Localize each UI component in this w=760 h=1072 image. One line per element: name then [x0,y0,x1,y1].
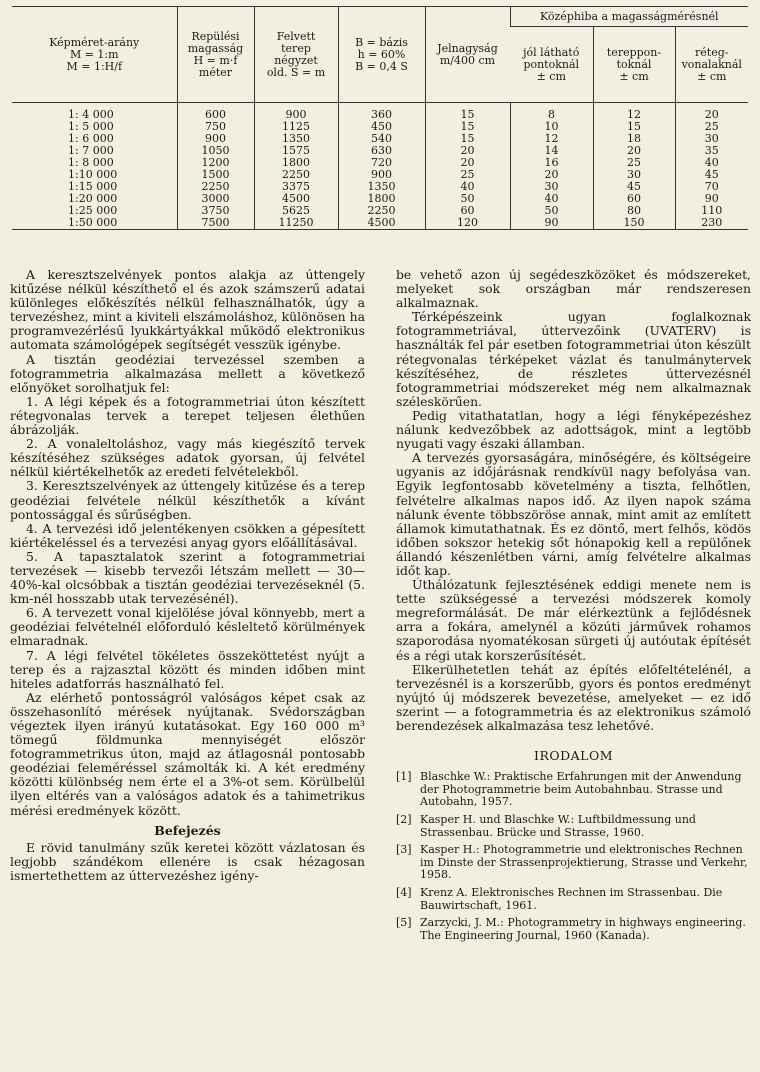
table-cell: 20 [593,145,675,157]
table-cell: 3000 [177,193,254,205]
reference-number: [2] [396,812,412,826]
table-cell: 90 [675,193,748,205]
table-cell: 3375 [254,181,338,193]
table-cell: 1575 [254,145,338,157]
paragraph: A keresztszelvények pontos alakja az úttengely kitűzése nélkül készíthető el és azok számszerű adatai különleges előkészítés nélkül felhasználhatók, úgy a tervezéshez, mint a kiviteli elszámoláshoz, különösen ha programvezérlésű lyukkártyákkal működő elektronikus automata számológépek segítségét vesszük igénybe. [10,267,365,353]
table-cell: 1200 [177,157,254,169]
reference-text: Kasper H. und Blaschke W.: Luftbildmessung und Strassenbau. Brücke und Strasse, 1960. [420,812,696,839]
header-visible-points: jól látható pontoknál ± cm [510,27,593,103]
reference-item [396,917,751,942]
paragraph: be vehető azon új segédeszközöket és módszereket, melyeket sok országban már rendszeresen alkalmaznak. [396,267,751,311]
table-cell: 15 [593,121,675,133]
table-cell: 25 [425,169,510,181]
left-column [10,268,365,883]
table-cell: 40 [675,157,748,169]
paragraph: A tervezés gyorsaságára, minőségére, és költségeire ugyanis az időjárásnak rendkívül nagy befolyása van. Egyik legfontosabb követelmény a tiszta, felhőtlen, felvételre alkalmas napos idő. Az ilyen napok száma nálunk évente többszöröse annak, mint amit az említett államok kimutathatnak. És ez döntő, mert felhős, ködös időben sokszor hetekig sőt hónapokig kell a repülőnek állandó készenlétben várni, amíg felvételre alkalmas időt kap. [396,450,751,578]
table-cell: 1:10 000 [68,168,118,181]
paragraph: Pedig vitathatatlan, hogy a légi fényképezéshez nálunk kedvezőbbek az adottságok, mint a legtöbb nyugati vagy északi államban. [396,407,751,452]
header-scale: Képméret-arány M = 1:m M = 1:H/f [12,7,177,103]
table-cell: 45 [675,169,748,181]
table-cell: 60 [593,193,675,205]
reference-text: Blaschke W.: Praktische Erfahrungen mit der Anwendung der Photogrammetrie beim Autobahnbau. Strasse und Autobahn, 1957. [420,770,742,809]
table-cell: 110 [675,205,748,217]
table-cell: 7500 [177,217,254,230]
reference-number: [5] [396,916,412,930]
paragraph: Térképészeink ugyan foglalkoznak fotogrammetriával, úttervezőink (UVATERV) is használták fel pár esetben fotogrammetriai úton készült rétegvonalas térképeket vázlat és tanulmánytervek készítéséhez, de részletes úttervezésnél fotogrammetriai módszereket még nem alkalmaznak széleskörűen. [396,309,751,409]
header-base: B = bázis h = 60% B = 0,4 S [338,7,425,103]
table-cell: 5625 [254,205,338,217]
table-cell: 1350 [338,181,425,193]
table-cell: 1: 7 000 [68,144,114,157]
table-cell: 1: 4 000 [68,108,114,121]
paragraph: Elkerülhetetlen tehát az építés előfeltételénél, a tervezésnél is a korszerűbb, gyors és pontos eredményt nyújtó új módszerek bevezetése, amelyeket — ez idő szerint — a fotogrammetria és az elektronikus számoló berendezések alkalmazása tesz lehetővé. [396,661,751,733]
table-cell: 4500 [254,193,338,205]
table-cell: 2250 [177,181,254,193]
table-cell: 20 [425,145,510,157]
table-cell: 1:15 000 [68,180,118,193]
table-cell: 230 [675,217,748,230]
reference-item [396,887,751,912]
right-column [396,268,751,947]
table-cell: 40 [425,181,510,193]
reference-text: Krenz A. Elektronisches Rechnen im Strassenbau. Die Bauwirtschaft, 1961. [420,885,723,912]
header-contour-lines: réteg- vonalaknál ± cm [675,27,748,103]
table-cell: 20 [425,157,510,169]
header-flight-height: Repülési magasság H = m·f méter [177,7,254,103]
reference-item [396,771,751,809]
table-cell: 900 [338,169,425,181]
table-cell: 16 [510,157,593,169]
header-signal-size: Jelnagyság m/400 cm [425,7,510,103]
reference-item [396,814,751,839]
paragraph: Az elérhető pontosságról valóságos képet csak az összehasonlító mérések nyújtanak. Svédországban végeztek ilyen irányú kutatásokat. Egy 160 000 m³ tömegű földmunka mennyiségét először fotogrammetrikus úton, majd az átlagosnál pontosabb geodéziai feleméréssel számolták ki. A két eredmény közötti különbség nem érte el a 3%-ot sem. Körülbelül ilyen eltérés van a valóságos adatok és a tahimetrikus mérési eredmények között. [10,689,365,818]
reference-text: Kasper H.: Photogrammetrie und elektronisches Rechnen im Dinste der Strassenprojektierung, Strasse und Verkehr, 1958. [420,843,748,882]
table-cell: 1: 6 000 [68,132,114,145]
table-cell: 90 [510,217,593,230]
table-cell: 4500 [338,217,425,230]
table-cell: 45 [593,181,675,193]
table-cell: 1350 [254,133,338,145]
table-cell: 1:20 000 [68,192,118,205]
table-cell: 25 [675,121,748,133]
table-cell: 3750 [177,205,254,217]
header-mean-error-group: Középhiba a magasságmérésnél [510,7,748,27]
scale-accuracy-table [12,6,748,230]
table-cell: 750 [177,121,254,133]
section-heading-conclusion: Befejezés [154,822,221,838]
list-item: 1. A légi képek és a fotogrammetriai úton készített rétegvonalas tervek a terepet teljesen élethűen ábrázolják. [10,393,365,438]
table-cell: 30 [675,133,748,145]
table-cell: 20 [510,169,593,181]
table-cell: 2250 [254,169,338,181]
list-item: 5. A tapasztalatok szerint a fotogrammetriai tervezések — kisebb tervezői létszám mellett — 30—40%-kal olcsóbbak a tisztán geodéziai tervezéseknél (5. km-nél hosszabb utak tervezésénél). [10,548,365,607]
references-heading: IRODALOM [534,748,613,764]
list-item: 6. A tervezett vonal kijelölése jóval könnyebb, mert a geodéziai felvételnél előforduló késleltető körülmények elmaradnak. [10,605,365,649]
table-cell: 1050 [177,145,254,157]
table-cell: 50 [425,193,510,205]
table-cell: 15 [425,103,510,122]
reference-number: [1] [396,770,412,784]
table-cell: 600 [177,103,254,122]
table-cell: 80 [593,205,675,217]
table-cell: 60 [425,205,510,217]
reference-number: [4] [396,885,412,899]
table-cell: 360 [338,103,425,122]
references-list [396,771,751,942]
table-cell: 30 [593,169,675,181]
paragraph: Úthálózatunk fejlesztésének eddigi menete nem is tette szükségessé a tervezési módszerek komoly megreformálását. De már elérkeztünk a fejlődésnek arra a fokára, amelynél a közúti járművek rohamos szaporodása nyomatékosan sürgeti új autóutak építését és a régi utak korszerűsítését. [396,577,751,663]
list-item: 3. Keresztszelvények az úttengely kitűzése és a terep geodéziai felvétele nélkül készíthetők a kívánt pontossággal és sűrűségben. [10,478,365,522]
table-cell: 70 [675,181,748,193]
table-cell: 50 [510,205,593,217]
table-cell: 1:50 000 [12,217,177,230]
table-cell: 35 [675,145,748,157]
list-item: 4. A tervezési idő jelentékenyen csökken a gépesített kiértékeléssel és a tervezési anyag gyors előállításával. [10,520,365,550]
table-cell: 720 [338,157,425,169]
table-cell: 30 [510,181,593,193]
reference-text: Zarzycki, J. M.: Photogrammetry in highways engineering. The Engineering Journal, 1960 (Kanada). [420,916,746,942]
table-cell: 1125 [254,121,338,133]
table-cell: 11250 [254,217,338,230]
reference-item [396,844,751,882]
paragraph: A tisztán geodéziai tervezéssel szemben a fotogrammetria alkalmazása mellett a következő előnyöket sorolhatjuk fel: [10,351,365,395]
list-item: 2. A vonaleltoláshoz, vagy más kiegészítő tervek készítéséhez szükséges adatok gyorsan, új felvétel nélkül kiértékelhetők az eredeti felvételekből. [10,436,365,480]
table-cell: 540 [338,133,425,145]
table-cell: 15 [425,121,510,133]
list-item: 7. A légi felvétel tökéletes összeköttetést nyújt a terep és a rajzasztal között és minden időben mint hiteles adatforrás használható fel. [10,647,365,691]
table-cell: 12 [593,103,675,122]
table-cell: 14 [510,145,593,157]
table-cell: 120 [425,217,510,230]
table-cell: 18 [593,133,675,145]
table-cell: 900 [177,133,254,145]
table-cell: 150 [593,217,675,230]
table-cell: 1500 [177,169,254,181]
table-row [12,103,748,122]
table-cell: 2250 [338,205,425,217]
table-cell: 10 [510,121,593,133]
table-cell: 20 [675,103,748,122]
header-terrain-points: tereppon- toknál ± cm [593,27,675,103]
table-cell: 900 [254,103,338,122]
table-cell: 1800 [254,157,338,169]
table-row [12,217,748,230]
table-cell: 25 [593,157,675,169]
table-cell: 1800 [338,193,425,205]
table-cell: 12 [510,133,593,145]
table-cell: 1: 8 000 [68,156,114,169]
table-cell: 1:25 000 [68,204,118,217]
reference-number: [3] [396,843,412,857]
table-cell: 40 [510,193,593,205]
paragraph: E rövid tanulmány szűk keretei között vázlatosan és legjobb szándékom ellenére is csak hézagosan ismertethettem az úttervezéshez igény- [10,839,365,883]
table-cell: 630 [338,145,425,157]
table-cell: 1: 5 000 [68,120,114,133]
table-cell: 450 [338,121,425,133]
table-cell: 8 [510,103,593,122]
header-terrain-square: Felvett terep négyzet old. S = m [254,7,338,103]
table-cell: 15 [425,133,510,145]
